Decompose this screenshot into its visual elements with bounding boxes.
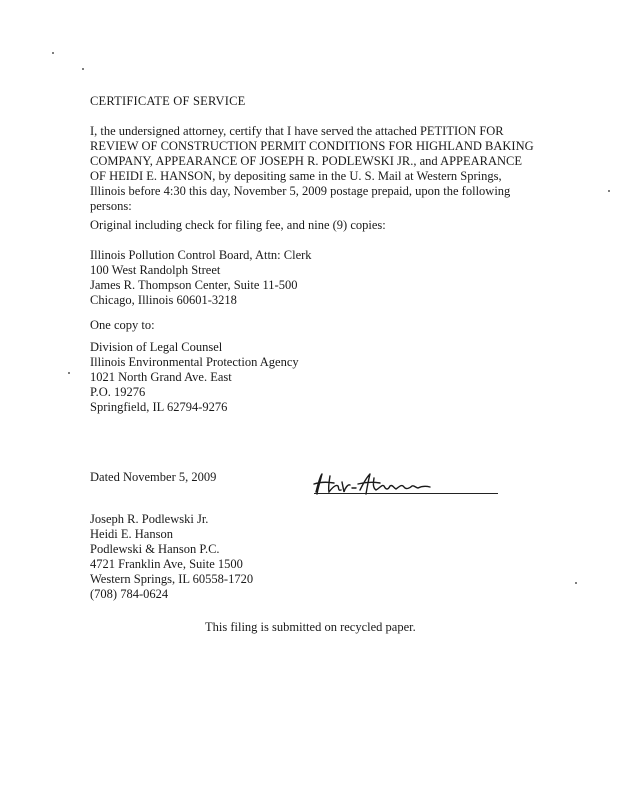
signatory-line: Western Springs, IL 60558-1720 [90, 572, 254, 586]
address-line: 100 West Randolph Street [90, 263, 221, 277]
body-line: I, the undersigned attorney, certify that I have served the attached PETITION FOR [90, 124, 504, 138]
address-line: Illinois Environmental Protection Agency [90, 355, 299, 369]
original-intro-text: Original including check for filing fee, and nine (9) copies: [90, 218, 386, 232]
certification-paragraph [90, 124, 534, 214]
copy-intro-text: One copy to: [90, 318, 155, 332]
certificate-heading: CERTIFICATE OF SERVICE [90, 94, 246, 108]
address-line: 1021 North Grand Ave. East [90, 370, 232, 384]
scan-speck [575, 582, 577, 584]
board-address-block [90, 248, 312, 308]
address-line: James R. Thompson Center, Suite 11-500 [90, 278, 298, 292]
scan-speck [82, 68, 84, 70]
recycled-paper-note: This filing is submitted on recycled paper. [205, 620, 416, 634]
signatory-line: 4721 Franklin Ave, Suite 1500 [90, 557, 243, 571]
address-line: P.O. 19276 [90, 385, 146, 399]
address-line: Illinois Pollution Control Board, Attn: Clerk [90, 248, 312, 262]
dated-line: Dated November 5, 2009 [90, 470, 217, 484]
signatory-line: (708) 784-0624 [90, 587, 169, 601]
address-line: Division of Legal Counsel [90, 340, 223, 354]
agency-address-block [90, 340, 299, 415]
body-line: persons: [90, 199, 132, 213]
signatory-line: Joseph R. Podlewski Jr. [90, 512, 209, 526]
address-line: Springfield, IL 62794-9276 [90, 400, 228, 414]
one-copy-intro [90, 318, 155, 333]
body-line: COMPANY, APPEARANCE OF JOSEPH R. PODLEWSKI JR., and APPEARANCE [90, 154, 523, 168]
address-line: Chicago, Illinois 60601-3218 [90, 293, 237, 307]
scan-speck [52, 52, 54, 54]
scan-speck [68, 372, 70, 374]
body-line: Illinois before 4:30 this day, November 5, 2009 postage prepaid, upon the following [90, 184, 511, 198]
original-copies-intro [90, 218, 386, 233]
signatory-line: Podlewski & Hanson P.C. [90, 542, 220, 556]
scan-speck [608, 190, 610, 192]
signatory-line: Heidi E. Hanson [90, 527, 173, 541]
signatory-block [90, 512, 253, 602]
body-line: REVIEW OF CONSTRUCTION PERMIT CONDITIONS FOR HIGHLAND BAKING [90, 139, 534, 153]
signature-line [314, 493, 498, 494]
body-line: OF HEIDI E. HANSON, by depositing same in the U. S. Mail at Western Springs, [90, 169, 502, 183]
